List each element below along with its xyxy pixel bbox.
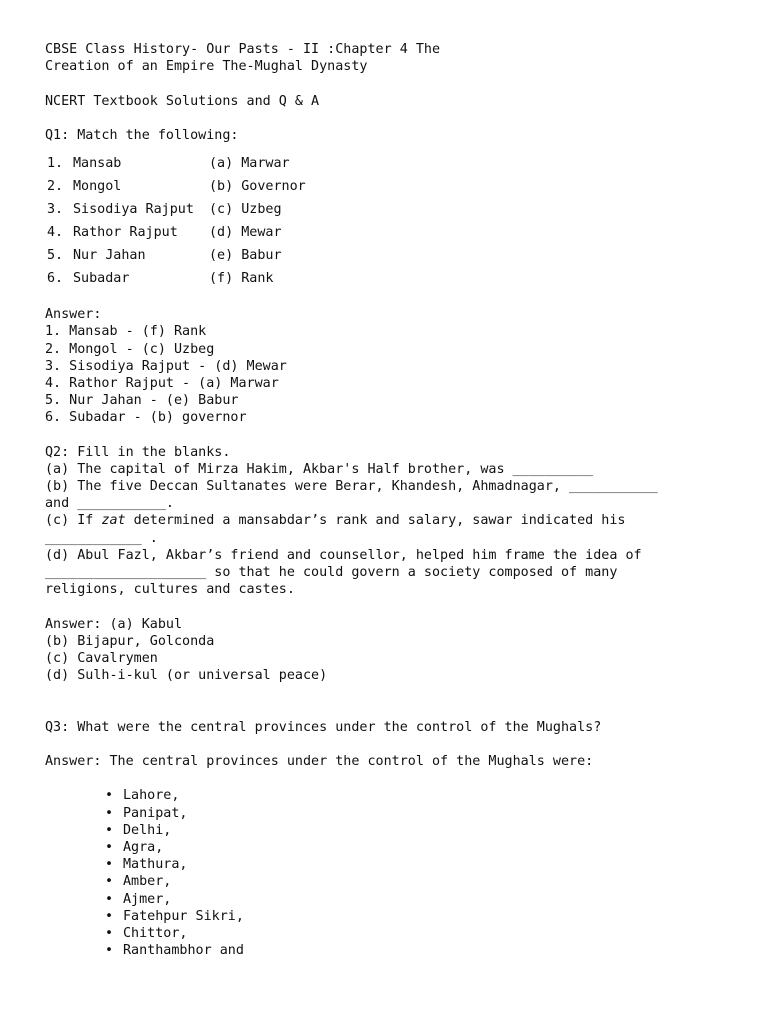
q2-blank-c-line-2: ____________ . — [45, 530, 158, 546]
left-column-item: Subadar — [73, 271, 130, 287]
province-name: Amber, — [123, 874, 172, 890]
right-column-item: (e) Babur — [209, 248, 282, 264]
q1-answer-line: 6. Subadar - (b) governor — [45, 410, 247, 426]
left-column-item: Mansab — [73, 156, 122, 172]
list-item — [105, 891, 745, 908]
left-column-item: Nur Jahan — [73, 248, 146, 264]
province-name: Fatehpur Sikri, — [123, 908, 244, 924]
right-column-item: (a) Marwar — [209, 156, 290, 172]
row-number: 6. — [47, 271, 64, 287]
table-row — [47, 152, 409, 175]
row-number: 1. — [47, 156, 64, 172]
province-name: Panipat, — [123, 805, 188, 821]
right-column-item: (d) Mewar — [209, 225, 282, 241]
bullet-icon: • — [105, 908, 114, 924]
province-name: Delhi, — [123, 822, 172, 838]
bullet-icon: • — [105, 943, 114, 959]
table-row — [47, 267, 409, 290]
doc-title-line-1: CBSE Class History- Our Pasts - II :Chapter 4 The — [45, 42, 441, 57]
row-number: 5. — [47, 248, 64, 264]
table-row — [47, 244, 409, 267]
q3-provinces-list — [45, 787, 745, 959]
list-item — [105, 805, 745, 822]
province-name: Ajmer, — [123, 891, 172, 907]
q2-answer-line: (d) Sulh-i-kul (or universal peace) — [45, 668, 328, 684]
row-number: 4. — [47, 225, 64, 241]
bullet-icon: • — [105, 805, 114, 821]
province-name: Lahore, — [123, 788, 180, 804]
q2-blank-c-line-1 — [45, 512, 745, 529]
row-number: 3. — [47, 202, 64, 218]
q3-answer: Answer: The central provinces under the control of the Mughals were: — [45, 754, 594, 769]
q1-answer-line: 3. Sisodiya Rajput - (d) Mewar — [45, 358, 287, 374]
q2-blank-c-suffix: determined a mansabdar’s rank and salary, sawar indicated his — [125, 513, 626, 529]
left-column-item: Sisodiya Rajput — [73, 202, 194, 218]
q1-answer-line: 5. Nur Jahan - (e) Babur — [45, 393, 239, 409]
doc-title-line-2: Creation of an Empire The-Mughal Dynasty — [45, 59, 368, 75]
q3-question: Q3: What were the central provinces under the control of the Mughals? — [45, 719, 602, 735]
table-row — [47, 221, 409, 244]
list-item — [105, 856, 745, 873]
table-row — [47, 175, 409, 198]
q2-blank-d-line-1: (d) Abul Fazl, Akbar’s friend and counsellor, helped him frame the idea of — [45, 547, 642, 563]
q1-answer-label: Answer: — [45, 307, 102, 323]
bullet-icon: • — [105, 822, 114, 838]
q2-blank-b-line-1: (b) The five Deccan Sultanates were Berar, Khandesh, Ahmadnagar, ___________ — [45, 479, 658, 494]
right-column-item: (c) Uzbeg — [209, 202, 282, 218]
q2-answer-line: Answer: (a) Kabul — [45, 616, 183, 632]
province-name: Ranthambhor and — [123, 943, 244, 959]
q2-blank-a: (a) The capital of Mirza Hakim, Akbar's Half brother, was __________ — [45, 461, 594, 477]
bullet-icon: • — [105, 925, 114, 941]
table-row — [47, 198, 409, 221]
right-column-item: (f) Rank — [209, 271, 274, 287]
province-name: Chittor, — [123, 925, 188, 941]
left-column-item: Mongol — [73, 179, 122, 195]
list-item — [105, 942, 745, 959]
left-column-item: Rathor Rajput — [73, 225, 178, 241]
bullet-icon: • — [105, 874, 114, 890]
bullet-icon: • — [105, 839, 114, 855]
q2-blank-c-italic-term: zat — [101, 513, 126, 529]
bullet-icon: • — [105, 857, 114, 873]
list-item — [105, 839, 745, 856]
bullet-icon: • — [105, 788, 114, 804]
q1-answer-line: 2. Mongol - (c) Uzbeg — [45, 341, 215, 357]
list-item — [105, 822, 745, 839]
q1-answer-line: 1. Mansab - (f) Rank — [45, 324, 207, 340]
q2-blank-c-prefix: (c) If — [45, 513, 102, 529]
q2-answer-line: (b) Bijapur, Golconda — [45, 633, 215, 649]
right-column-item: (b) Governor — [209, 179, 306, 195]
doc-subtitle: NCERT Textbook Solutions and Q & A — [45, 93, 320, 109]
q1-match-table — [47, 152, 409, 290]
bullet-icon: • — [105, 891, 114, 907]
list-item — [105, 873, 745, 890]
q2-question: Q2: Fill in the blanks. — [45, 444, 231, 460]
list-item — [105, 787, 745, 804]
q1-answer-line: 4. Rathor Rajput - (a) Marwar — [45, 375, 279, 391]
document-page — [45, 41, 745, 959]
province-name: Agra, — [123, 839, 164, 855]
list-item — [105, 925, 745, 942]
q2-answer-line: (c) Cavalrymen — [45, 650, 158, 666]
q1-question: Q1: Match the following: — [45, 127, 239, 143]
province-name: Mathura, — [123, 857, 188, 873]
q2-blank-b-line-2: and ___________. — [45, 496, 174, 512]
q2-blank-d-line-3: religions, cultures and castes. — [45, 582, 295, 598]
row-number: 2. — [47, 179, 64, 195]
q2-blank-d-line-2: ____________________ so that he could govern a society composed of many — [45, 564, 618, 580]
list-item — [105, 908, 745, 925]
